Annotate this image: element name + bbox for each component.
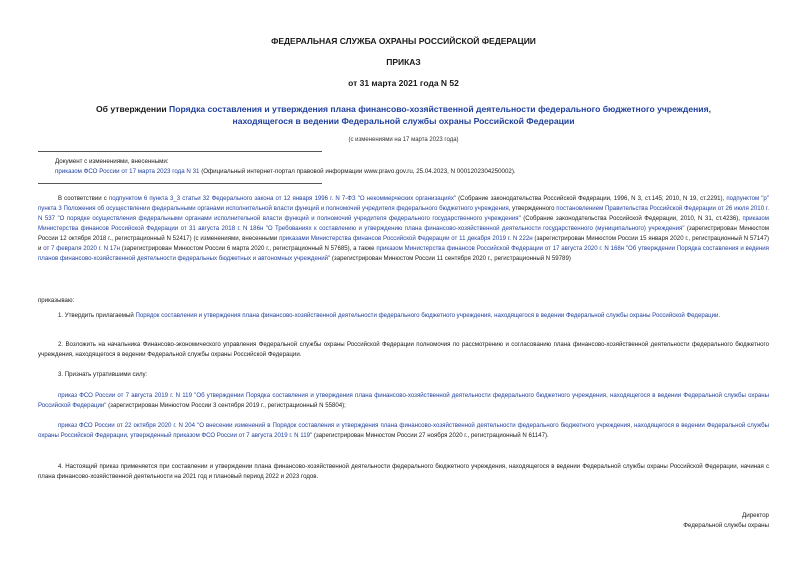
agency-heading: ФЕДЕРАЛЬНАЯ СЛУЖБА ОХРАНЫ РОССИЙСКОЙ ФЕДЕРАЦИИ [271, 36, 536, 46]
item-4: 4. Настоящий приказ применяется при составлении и утверждении плана финансово-хозяйственной деятельности федерального бюджетного учреждения, находящегося в ведении Федеральной службы охраны Российской Федерации, начиная с плана финансово-хозяйственной деятельности на 2021 год и плановый период 2022 и 2023 годов. [38, 463, 769, 480]
edit-note: (с изменениями на 17 марта 2023 года) [348, 137, 459, 143]
title-link[interactable]: Порядка составления и утверждения плана финансово-хозяйственной деятельности федерального бюджетного учреждения, находящегося в ведении Федеральной службы охраны Российской Федерации [169, 104, 711, 126]
preamble-link-5[interactable]: приказами Министерства финансов Российской Федерации от 11 декабря 2019 г. N 222н [279, 235, 533, 242]
preamble-text-5: (зарегистрирован Минюстом России 12 октября 2018 г., регистрационный N 52417) (с изменениями, внесенными [38, 225, 769, 242]
item-1-end: . [718, 312, 721, 319]
preamble-link-4[interactable]: приказом Министерства финансов Российской Федерации от 31 августа 2018 г. N 186н "О Требованиях к составлению и утверждению плана финансово-хозяйственной деятельности государственного (муниципального) учреждения" [38, 215, 769, 232]
preamble-paragraph [38, 194, 769, 264]
order-word: приказываю: [38, 297, 75, 304]
item-3a [38, 391, 769, 411]
item-3b-text: (зарегистрирован Минюстом России 27 ноября 2020 г., регистрационный N 61147). [312, 432, 549, 439]
date-number-heading: от 31 марта 2021 года N 52 [348, 78, 459, 88]
signature-org: Федеральной службы охраны [683, 522, 769, 529]
doc-type-heading: ПРИКАЗ [386, 57, 421, 67]
title-prefix: Об утверждении [96, 104, 170, 114]
preamble-text-4: (Собрание законодательства Российской Федерации, 2010, N 31, ст.4236), [520, 215, 743, 222]
preamble-link-2[interactable]: подпунктом "р" пункта 3 Положения об осуществлении федеральными органами исполнительной власти функций и полномочий учредителя федерального бюджетного учреждения [38, 195, 769, 212]
preamble-link-3[interactable]: постановлением Правительства Российской Федерации от 26 июля 2010 г. N 537 "О порядке осуществления федеральными органами исполнительной власти функций и полномочий учредителя федерального государственного учреждения" [38, 205, 770, 222]
item-3b [38, 421, 769, 441]
changes-intro: Документ с изменениями, внесенными: [55, 158, 169, 165]
signature-position: Директор [742, 512, 769, 519]
preamble-link-1[interactable]: подпунктом 6 пункта 3_3 статьи 32 Федерального закона от 12 января 1996 г. N 7-ФЗ "О некоммерческих организациях" [108, 195, 457, 202]
item-3: 3. Признать утратившими силу: [58, 371, 148, 378]
changes-rest: (Официальный интернет-портал правовой информации www.pravo.gov.ru, 25.04.2023, N 0001202304250002). [199, 168, 516, 175]
item-3a-link[interactable]: приказ ФСО России от 7 августа 2019 г. N 119 "Об утверждении Порядка составления и утверждения плана финансово-хозяйственной деятельности федерального бюджетного учреждения, находящегося в ведении Федеральной службы охраны Российской Федерации" [38, 392, 769, 409]
preamble-text-8: (зарегистрирован Минюстом России 11 сентября 2020 г., регистрационный N 59789) [330, 255, 571, 262]
item-3a-text: (зарегистрирован Минюстом России 3 сентября 2019 г., регистрационный N 55804); [106, 402, 346, 409]
preamble-text-1: В соответствии с [58, 195, 109, 202]
item-1-link[interactable]: Порядок составления и утверждения плана финансово-хозяйственной деятельности федерального бюджетного учреждения, находящегося в ведении Федеральной службы охраны Российской Федерации [135, 312, 719, 319]
preamble-text-3: , утвержденного [508, 205, 557, 212]
changes-block [55, 157, 769, 177]
preamble-text-6: (зарегистрирован Минюстом России 15 января 2020 г., регистрационный N 57147) и [38, 235, 769, 252]
divider-top [38, 151, 322, 152]
item-1-text: 1. Утвердить прилагаемый [58, 312, 136, 319]
divider-bottom [38, 183, 322, 184]
item-3b-link[interactable]: приказ ФСО России от 22 октября 2020 г. N 204 "О внесении изменений в Порядок составления и утверждения плана финансово-хозяйственной деятельности федерального бюджетного учреждения, находящегося в ведении Федеральной службы охраны Российской Федерации, утвержденный приказом ФСО России от 7 августа 2019 г. N 119" [38, 422, 769, 439]
preamble-link-7[interactable]: приказом Министерства финансов Российской Федерации от 17 августа 2020 г. N 168н "Об утверждении Порядка составления и ведения планов финансово-хозяйственной деятельности федеральных бюджетных и автономных учреждений" [38, 245, 769, 262]
preamble-text-2: (Собрание законодательства Российской Федерации, 1996, N 3, ст.145; 2010, N 19, ст.2291), [456, 195, 727, 202]
document-title [80, 104, 727, 127]
item-1 [38, 311, 769, 321]
changes-link[interactable]: приказом ФСО России от 17 марта 2023 года N 31 [55, 168, 200, 175]
item-2: 2. Возложить на начальника Финансово-экономического управления Федеральной службы охраны Российской Федерации полномочия по рассмотрению и согласованию плана финансово-хозяйственной деятельности федерального бюджетного учреждения, находящегося в ведении Федеральной службы охраны Российской Федерации. [38, 341, 769, 358]
preamble-link-6[interactable]: от 7 февраля 2020 г. N 17н [43, 245, 120, 252]
changes-line [55, 167, 769, 177]
preamble-text-7: (зарегистрирован Минюстом России 6 марта 2020 г., регистрационный N 57685), а также [119, 245, 377, 252]
signature-block [683, 511, 769, 531]
